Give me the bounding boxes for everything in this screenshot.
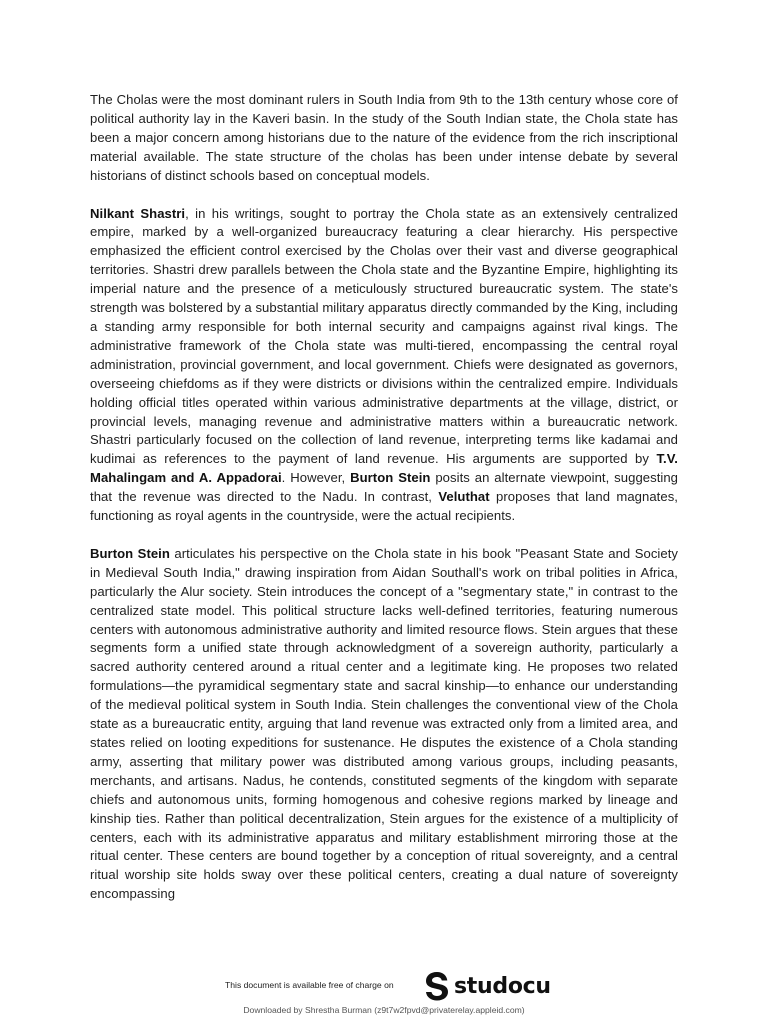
downloaded-by-text: Downloaded by Shrestha Burman (z9t7w2fpvd@privaterelay.appleid.com) <box>243 1005 525 1015</box>
studocu-logo-icon <box>424 971 450 1001</box>
paragraph-text: articulates his perspective on the Chola state in his book "Peasant State and Society in Medieval South India," drawing inspiration from Aidan Southall's work on tribal polities in Africa, particularly the Alur society. Stein introduces the concept of a "segmentary state," in contrast to the centralized state model. This political structure lacks well-defined territories, featuring numerous centers with autonomous administrative authority and limited resource flows. Stein argues that these segments form a unified state through acknowledgment of a sovereign authority, particularly a sacred authority centered around a ritual center and a legitimate king. He proposes two related formulations—the pyramidical segmentary state and sacral kinship—to enhance our understanding of the medieval political system in South India. Stein challenges the conventional view of the Chola state as a bureaucratic entity, arguing that land revenue was extracted only from a limited area, and states relied on looting expeditions for sustenance. He disputes the existence of a Chola standing army, asserting that military power was distributed among various groups, including peasants, merchants, and artisans. Nadus, he contends, constituted segments of the kingdom with separate chiefs and autonomous units, forming homogenous and cohesive regions marked by lineage and kinship ties. Rather than political decentralization, Stein argues for the existence of a multiplicity of centers, each with its administrative apparatus and military establishment mirroring those at the ritual center. These centers are bound together by a conception of ritual sovereignty, and a central ritual worship site holds sway over these political centers, creating a dual nature of sovereignty encompassing <box>90 545 679 902</box>
bold-name-burton-stein: Burton Stein <box>90 545 170 561</box>
page-footer <box>0 966 768 1024</box>
paragraph-intro: The Cholas were the most dominant rulers in South India from 9th to the 13th century whose core of political authority lay in the Kaveri basin. In the study of the South Indian state, the Chola state has been a major concern among historians due to the nature of the evidence from the rich inscriptional material available. The state structure of the cholas has been under intense debate by several historians of distinct schools based on conceptual models. <box>90 92 678 183</box>
studocu-logo-text: studocu <box>454 973 551 999</box>
availability-text: This document is available free of charge on <box>225 980 394 990</box>
paragraph-stein <box>90 545 678 904</box>
paragraph-text: proposes that land magnates, functioning as royal agents in the countryside, were the actual recipients. <box>90 489 678 524</box>
bold-name-nilkant-shastri: Nilkant Shastri <box>90 205 186 221</box>
paragraph-text: . However, <box>281 470 351 486</box>
paragraph-text: , in his writings, sought to portray the Chola state as an extensively centralized empire, marked by a well-organized bureaucracy featuring a clear hierarchy. His perspective emphasized the efficient control exercised by the Cholas over their vast and diverse geographical territories. Shastri drew parallels between the Chola state and the Byzantine Empire, highlighting its imperial nature and the presence of a meticulously structured bureaucratic system. The state's strength was bolstered by a substantial military apparatus directly commanded by the King, including a standing army responsible for both internal security and campaigns against rival kings. The administrative framework of the Chola state was multi-tiered, encompassing the central royal administration, provincial government, and local government. Chiefs were designated as governors, overseeing chiefdoms as if they were districts or divisions within the centralized empire. Individuals holding official titles operated within various administrative departments at the village, district, or provincial levels, managing revenue and administrative matters within a bureaucratic network. Shastri particularly focused on the collection of land revenue, interpreting terms like kadamai and kudimai as references to the payment of land revenue. His arguments are supported by <box>90 205 678 467</box>
bold-name-burton-stein: Burton Stein <box>350 470 431 486</box>
paragraph-text: posits an alternate viewpoint, suggesting that the revenue was directed to the Nadu. In contrast, <box>90 470 679 505</box>
document-body <box>90 91 678 923</box>
bold-name-veluthat: Veluthat <box>438 489 490 505</box>
studocu-logo-link[interactable] <box>424 971 551 1001</box>
bold-name-mahalingam-appadorai: T.V. Mahalingam and A. Appadorai <box>90 451 678 486</box>
paragraph-shastri <box>90 205 678 526</box>
